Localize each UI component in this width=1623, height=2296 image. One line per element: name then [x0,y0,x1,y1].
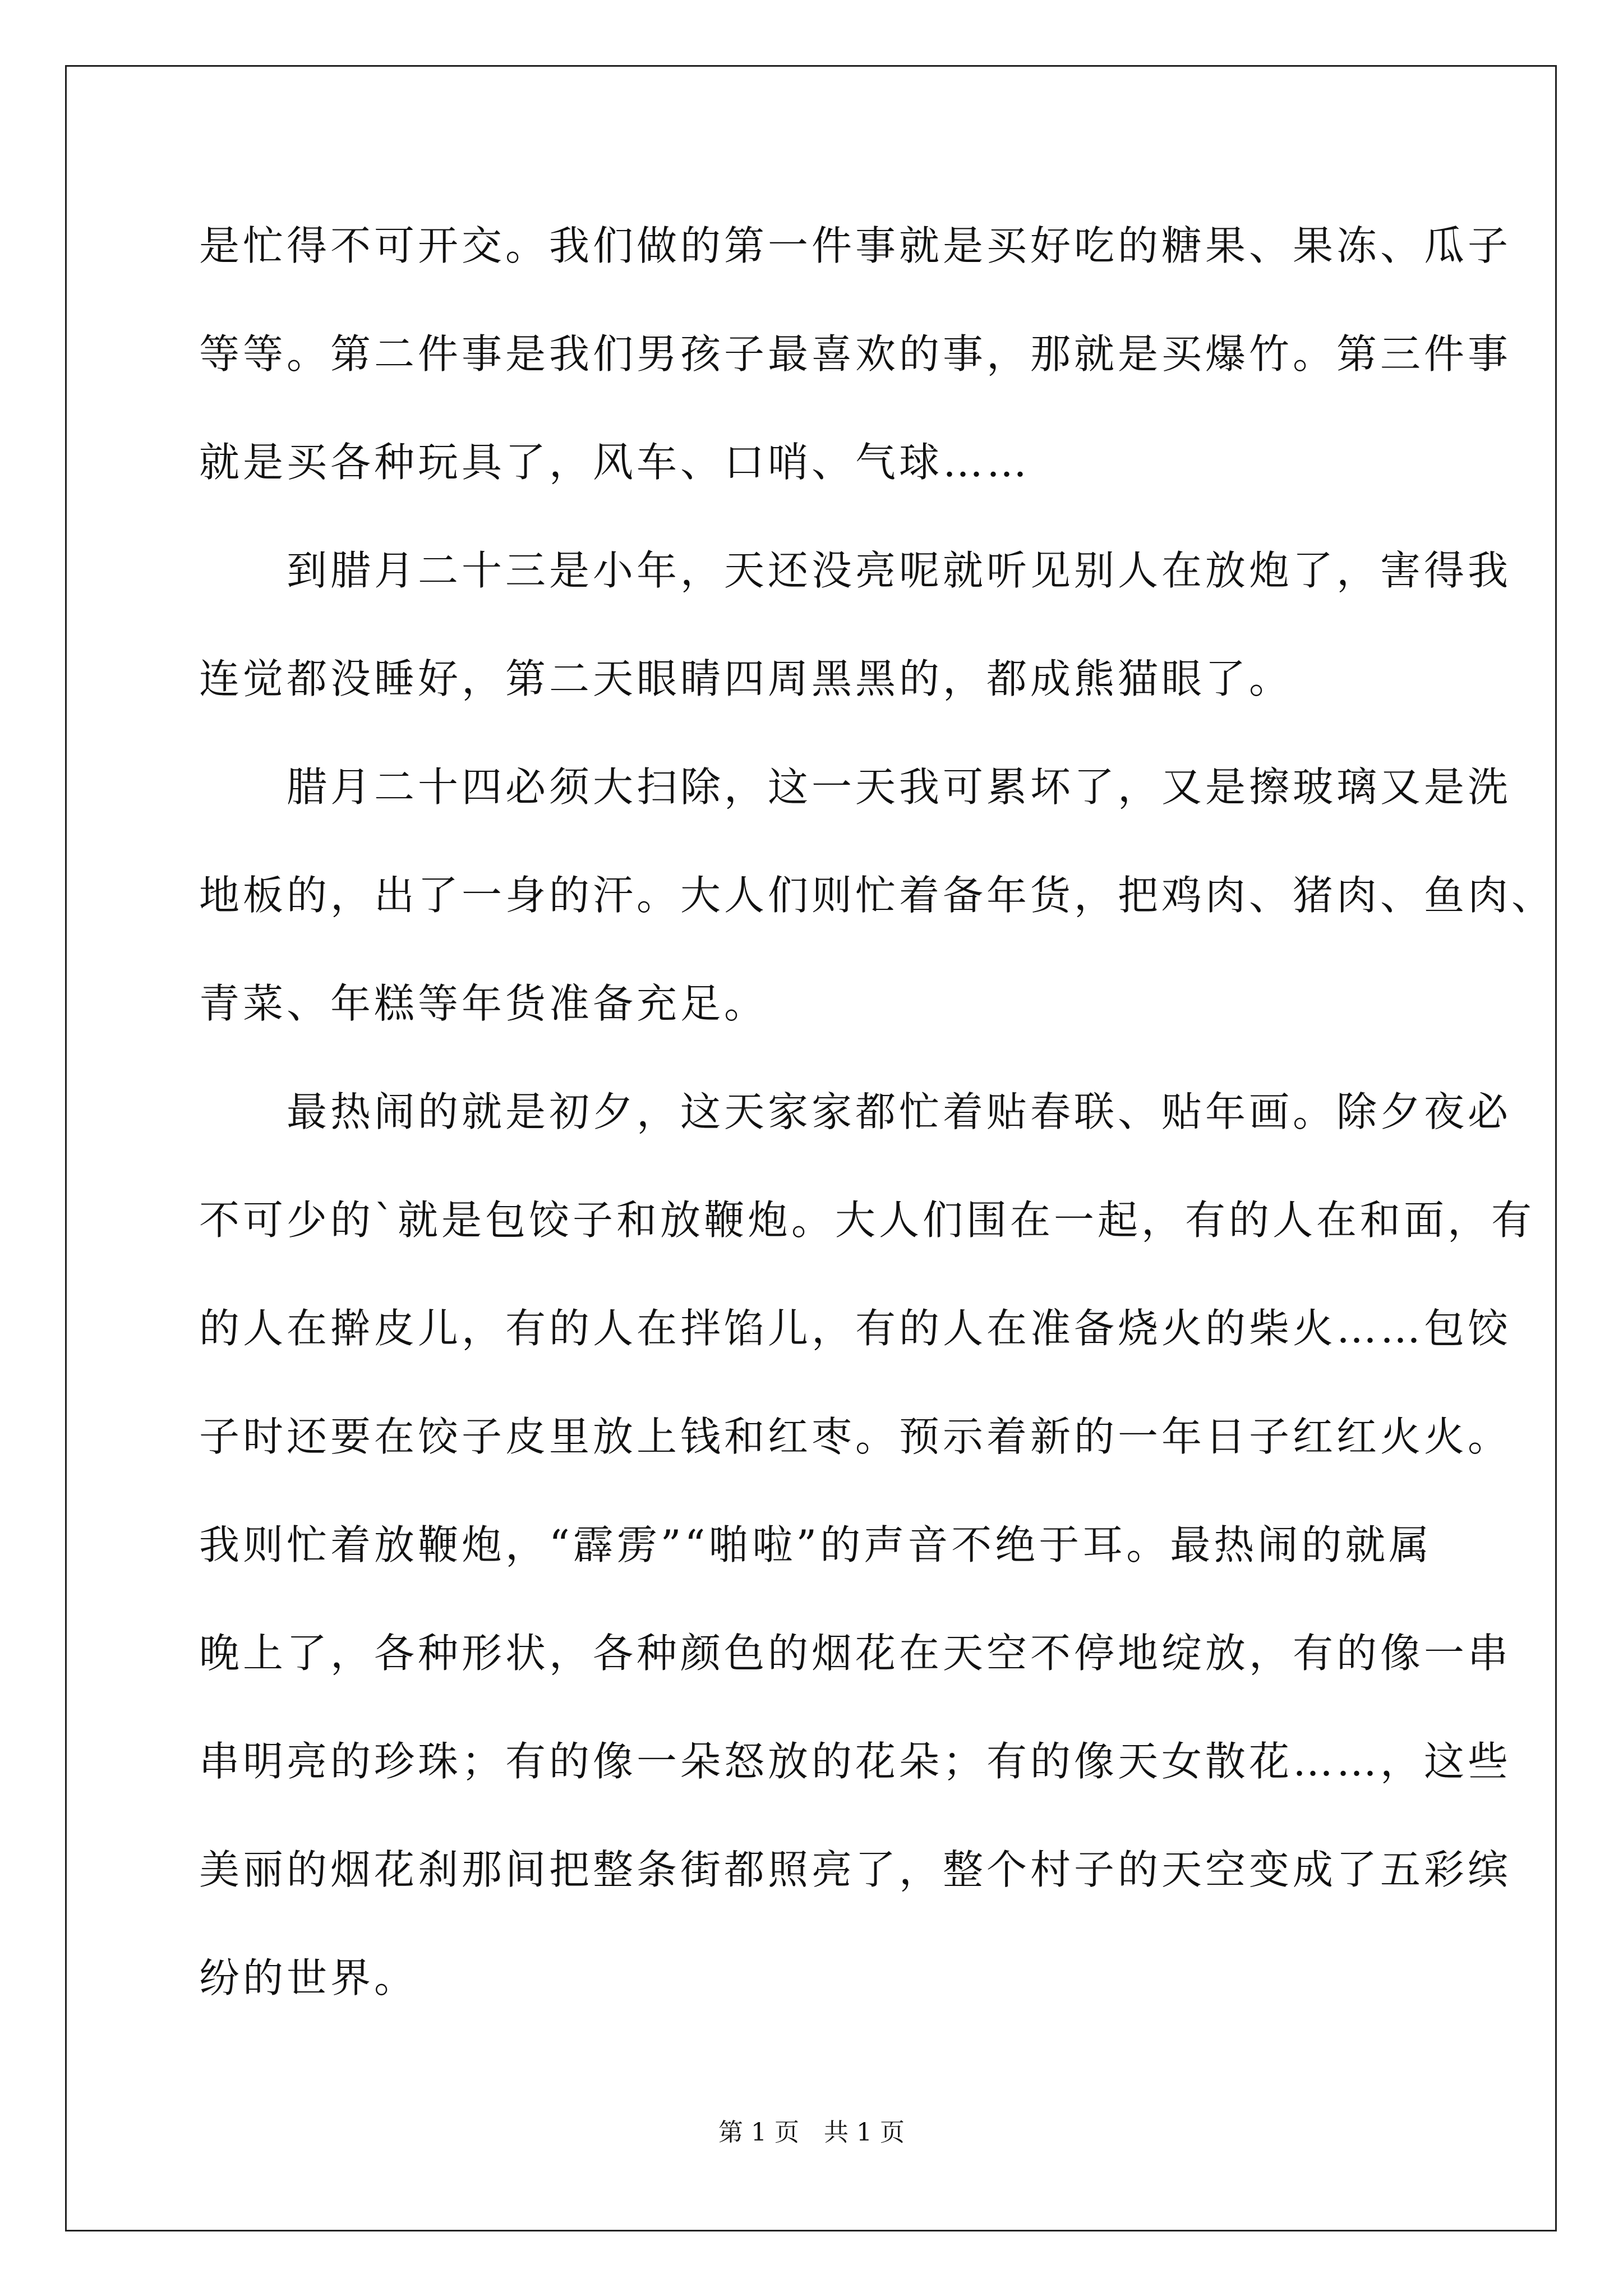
text-line: 青菜、年糕等年货准备充足。 [199,980,768,1027]
text-line: 腊月二十四必须大扫除，这一天我可累坏了，又是擦玻璃又是洗 [199,763,1512,811]
text-line: 晚上了，各种形状，各种颜色的烟花在天空不停地绽放，有的像一串 [199,1630,1512,1677]
text-line: 美丽的烟花刹那间把整条街都照亮了，整个村子的天空变成了五彩缤 [199,1846,1512,1893]
text-line: 子时还要在饺子皮里放上钱和红枣。预示着新的一年日子红红火火。 [199,1413,1512,1460]
text-line: 我则忙着放鞭炮，“霹雳”“啪啦”的声音不绝于耳。最热闹的就属 [199,1521,1433,1568]
text-line: 纷的世界。 [199,1954,418,2001]
page-number-footer: 第 1 页 共 1 页 [718,2118,905,2147]
document-body [199,212,1556,2053]
text-line: 是忙得不可开交。我们做的第一件事就是买好吃的糖果、果冻、瓜子 [199,222,1512,269]
text-line: 最热闹的就是初夕，这天家家都忙着贴春联、贴年画。除夕夜必 [199,1088,1512,1135]
text-line: 到腊月二十三是小年，天还没亮呢就听见别人在放炮了，害得我 [199,547,1512,594]
text-line: 就是买各种玩具了，风车、口哨、气球…… [199,439,1031,486]
text-line: 连觉都没睡好，第二天眼睛四周黑黑的，都成熊猫眼了。 [199,655,1293,702]
text-line: 的人在擀皮儿，有的人在拌馅儿，有的人在准备烧火的柴火……包饺 [199,1305,1512,1352]
text-line: 等等。第二件事是我们男孩子最喜欢的事，那就是买爆竹。第三件事 [199,330,1512,378]
text-line: 串明亮的珍珠；有的像一朵怒放的花朵；有的像天女散花……，这些 [199,1738,1512,1785]
text-line: 不可少的`就是包饺子和放鞭炮。大人们围在一起，有的人在和面，有 [199,1197,1536,1244]
text-line: 地板的，出了一身的汗。大人们则忙着备年货，把鸡肉、猪肉、鱼肉、 [199,872,1556,919]
